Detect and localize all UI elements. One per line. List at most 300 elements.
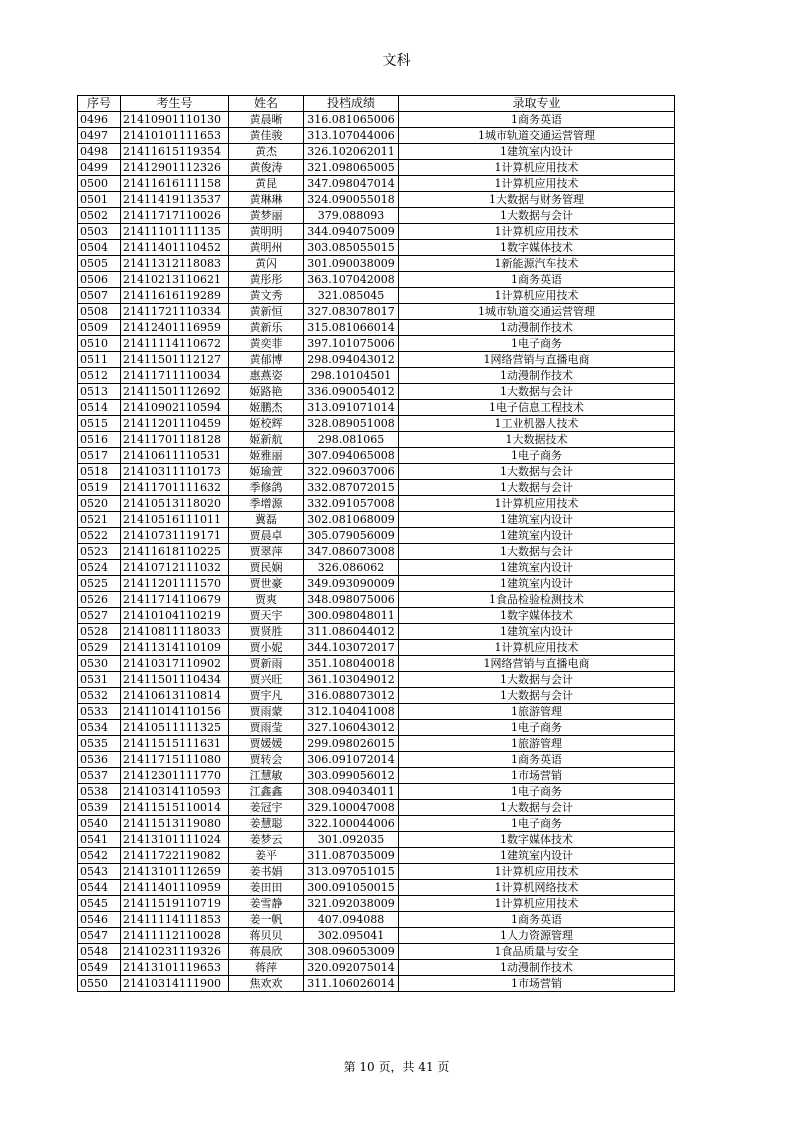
cell-exam-id: 21411401110959 [121, 880, 229, 896]
cell-exam-id: 21411515110014 [121, 800, 229, 816]
cell-name: 姬瑜萱 [229, 464, 304, 480]
table-row [78, 960, 675, 976]
cell-major: 1动漫制作技术 [399, 320, 675, 336]
cell-major: 1大数据技术 [399, 432, 675, 448]
cell-name: 黄郁博 [229, 352, 304, 368]
cell-name: 贾宇凡 [229, 688, 304, 704]
table-row [78, 256, 675, 272]
cell-seq: 0540 [78, 816, 121, 832]
cell-name: 黄新恒 [229, 304, 304, 320]
table-row [78, 640, 675, 656]
cell-score: 311.087035009 [304, 848, 399, 864]
table-row [78, 752, 675, 768]
cell-major: 1城市轨道交通运营管理 [399, 304, 675, 320]
cell-major: 1计算机应用技术 [399, 864, 675, 880]
cell-exam-id: 21412901112326 [121, 160, 229, 176]
cell-seq: 0533 [78, 704, 121, 720]
cell-major: 1建筑室内设计 [399, 624, 675, 640]
cell-major: 1新能源汽车技术 [399, 256, 675, 272]
cell-score: 336.090054012 [304, 384, 399, 400]
cell-major: 1工业机器人技术 [399, 416, 675, 432]
table-row [78, 352, 675, 368]
table-row [78, 400, 675, 416]
cell-seq: 0547 [78, 928, 121, 944]
cell-exam-id: 21413101112659 [121, 864, 229, 880]
cell-exam-id: 21411501112692 [121, 384, 229, 400]
cell-name: 姜梦云 [229, 832, 304, 848]
cell-exam-id: 21410611110531 [121, 448, 229, 464]
cell-exam-id: 21411112110028 [121, 928, 229, 944]
cell-major: 1计算机网络技术 [399, 880, 675, 896]
cell-major: 1商务英语 [399, 912, 675, 928]
cell-name: 贾兴旺 [229, 672, 304, 688]
cell-seq: 0534 [78, 720, 121, 736]
cell-major: 1建筑室内设计 [399, 560, 675, 576]
cell-score: 361.103049012 [304, 672, 399, 688]
cell-seq: 0538 [78, 784, 121, 800]
table-row [78, 672, 675, 688]
cell-seq: 0542 [78, 848, 121, 864]
cell-exam-id: 21411201111570 [121, 576, 229, 592]
cell-score: 327.106043012 [304, 720, 399, 736]
cell-name: 姜田田 [229, 880, 304, 896]
cell-major: 1计算机应用技术 [399, 176, 675, 192]
cell-score: 307.094065008 [304, 448, 399, 464]
page-title: 文科 [382, 53, 411, 69]
table-row [78, 384, 675, 400]
cell-seq: 0524 [78, 560, 121, 576]
cell-exam-id: 21412401116959 [121, 320, 229, 336]
table-row [78, 304, 675, 320]
table-row [78, 448, 675, 464]
cell-name: 黄奕菲 [229, 336, 304, 352]
cell-name: 姬路艳 [229, 384, 304, 400]
table-row [78, 816, 675, 832]
cell-score: 300.098048011 [304, 608, 399, 624]
cell-exam-id: 21410516111011 [121, 512, 229, 528]
table-row [78, 544, 675, 560]
cell-name: 姬雅丽 [229, 448, 304, 464]
cell-score: 407.094088 [304, 912, 399, 928]
cell-score: 313.097051015 [304, 864, 399, 880]
cell-exam-id: 21410513118020 [121, 496, 229, 512]
cell-score: 347.098047014 [304, 176, 399, 192]
cell-score: 298.094043012 [304, 352, 399, 368]
cell-major: 1计算机应用技术 [399, 160, 675, 176]
cell-major: 1大数据与会计 [399, 672, 675, 688]
cell-exam-id: 21411519110719 [121, 896, 229, 912]
table-row [78, 240, 675, 256]
cell-name: 贾世豪 [229, 576, 304, 592]
cell-score: 299.098026015 [304, 736, 399, 752]
cell-score: 326.086062 [304, 560, 399, 576]
cell-exam-id: 21411501112127 [121, 352, 229, 368]
cell-exam-id: 21411701118128 [121, 432, 229, 448]
cell-score: 308.094034011 [304, 784, 399, 800]
cell-major: 1计算机应用技术 [399, 496, 675, 512]
cell-name: 贾天宇 [229, 608, 304, 624]
cell-name: 贾雨莹 [229, 720, 304, 736]
cell-score: 324.090055018 [304, 192, 399, 208]
cell-seq: 0517 [78, 448, 121, 464]
cell-score: 349.093090009 [304, 576, 399, 592]
cell-seq: 0499 [78, 160, 121, 176]
cell-name: 黄俊涛 [229, 160, 304, 176]
cell-exam-id: 21410231119326 [121, 944, 229, 960]
table-row [78, 704, 675, 720]
cell-score: 303.085055015 [304, 240, 399, 256]
cell-name: 黄明明 [229, 224, 304, 240]
table-row [78, 144, 675, 160]
cell-seq: 0531 [78, 672, 121, 688]
cell-score: 348.098075006 [304, 592, 399, 608]
table-row [78, 176, 675, 192]
cell-exam-id: 21410901110130 [121, 112, 229, 128]
cell-seq: 0518 [78, 464, 121, 480]
table-row [78, 512, 675, 528]
cell-seq: 0496 [78, 112, 121, 128]
cell-score: 321.092038009 [304, 896, 399, 912]
cell-exam-id: 21411401110452 [121, 240, 229, 256]
cell-name: 冀磊 [229, 512, 304, 528]
cell-exam-id: 21411714110679 [121, 592, 229, 608]
cell-major: 1建筑室内设计 [399, 576, 675, 592]
cell-major: 1计算机应用技术 [399, 896, 675, 912]
cell-name: 贾晨卓 [229, 528, 304, 544]
page-footer: 第 10 页，共 41 页 [343, 1060, 450, 1074]
table-row [78, 272, 675, 288]
cell-exam-id: 21413101119653 [121, 960, 229, 976]
cell-major: 1大数据与会计 [399, 800, 675, 816]
cell-seq: 0544 [78, 880, 121, 896]
cell-seq: 0505 [78, 256, 121, 272]
cell-exam-id: 21411014110156 [121, 704, 229, 720]
table-row [78, 736, 675, 752]
cell-exam-id: 21410213110621 [121, 272, 229, 288]
cell-seq: 0527 [78, 608, 121, 624]
cell-exam-id: 21411501110434 [121, 672, 229, 688]
cell-major: 1大数据与会计 [399, 464, 675, 480]
cell-seq: 0510 [78, 336, 121, 352]
cell-seq: 0507 [78, 288, 121, 304]
cell-exam-id: 21411722119082 [121, 848, 229, 864]
cell-score: 300.091050015 [304, 880, 399, 896]
cell-name: 姜一帆 [229, 912, 304, 928]
cell-major: 1网络营销与直播电商 [399, 352, 675, 368]
cell-score: 316.081065006 [304, 112, 399, 128]
cell-name: 贾新雨 [229, 656, 304, 672]
cell-major: 1动漫制作技术 [399, 960, 675, 976]
cell-exam-id: 21411419113537 [121, 192, 229, 208]
cell-seq: 0506 [78, 272, 121, 288]
cell-seq: 0512 [78, 368, 121, 384]
table-row [78, 880, 675, 896]
cell-seq: 0548 [78, 944, 121, 960]
cell-score: 321.085045 [304, 288, 399, 304]
table-row [78, 432, 675, 448]
cell-score: 301.092035 [304, 832, 399, 848]
cell-name: 黄彤彤 [229, 272, 304, 288]
cell-seq: 0508 [78, 304, 121, 320]
cell-exam-id: 21410311110173 [121, 464, 229, 480]
cell-major: 1商务英语 [399, 112, 675, 128]
cell-major: 1食品检验检测技术 [399, 592, 675, 608]
cell-major: 1建筑室内设计 [399, 848, 675, 864]
cell-seq: 0525 [78, 576, 121, 592]
cell-name: 贾爽 [229, 592, 304, 608]
cell-name: 焦欢欢 [229, 976, 304, 992]
table-row [78, 912, 675, 928]
cell-exam-id: 21411721110334 [121, 304, 229, 320]
cell-major: 1计算机应用技术 [399, 288, 675, 304]
cell-seq: 0522 [78, 528, 121, 544]
cell-seq: 0520 [78, 496, 121, 512]
cell-seq: 0535 [78, 736, 121, 752]
table-row [78, 320, 675, 336]
cell-major: 1计算机应用技术 [399, 640, 675, 656]
cell-score: 313.091071014 [304, 400, 399, 416]
cell-exam-id: 21411114111853 [121, 912, 229, 928]
cell-major: 1食品质量与安全 [399, 944, 675, 960]
table-row [78, 976, 675, 992]
cell-score: 308.096053009 [304, 944, 399, 960]
cell-major: 1数字媒体技术 [399, 832, 675, 848]
cell-major: 1旅游管理 [399, 736, 675, 752]
cell-major: 1计算机应用技术 [399, 224, 675, 240]
cell-major: 1网络营销与直播电商 [399, 656, 675, 672]
table-row [78, 496, 675, 512]
cell-name: 黄明州 [229, 240, 304, 256]
cell-major: 1数字媒体技术 [399, 240, 675, 256]
cell-name: 贾转会 [229, 752, 304, 768]
cell-score: 322.096037006 [304, 464, 399, 480]
header-exam-id: 考生号 [121, 96, 229, 112]
cell-exam-id: 21411711110034 [121, 368, 229, 384]
cell-exam-id: 21411616111158 [121, 176, 229, 192]
table-row [78, 832, 675, 848]
cell-name: 姜冠宇 [229, 800, 304, 816]
table-row [78, 848, 675, 864]
cell-score: 326.102062011 [304, 144, 399, 160]
cell-seq: 0523 [78, 544, 121, 560]
cell-score: 316.088073012 [304, 688, 399, 704]
cell-seq: 0514 [78, 400, 121, 416]
cell-exam-id: 21411314110109 [121, 640, 229, 656]
cell-name: 姬新航 [229, 432, 304, 448]
cell-name: 惠燕姿 [229, 368, 304, 384]
cell-exam-id: 21410314110593 [121, 784, 229, 800]
cell-score: 301.090038009 [304, 256, 399, 272]
cell-score: 379.088093 [304, 208, 399, 224]
cell-seq: 0513 [78, 384, 121, 400]
cell-name: 江慧敏 [229, 768, 304, 784]
table-row [78, 720, 675, 736]
table-row [78, 656, 675, 672]
table-row [78, 288, 675, 304]
cell-exam-id: 21410317110902 [121, 656, 229, 672]
cell-name: 姜平 [229, 848, 304, 864]
cell-seq: 0500 [78, 176, 121, 192]
table-header-row [78, 96, 675, 112]
cell-score: 397.101075006 [304, 336, 399, 352]
cell-score: 311.086044012 [304, 624, 399, 640]
cell-seq: 0550 [78, 976, 121, 992]
cell-exam-id: 21411618110225 [121, 544, 229, 560]
table-row [78, 224, 675, 240]
cell-exam-id: 21411717110026 [121, 208, 229, 224]
cell-major: 1市场营销 [399, 768, 675, 784]
cell-major: 1大数据与会计 [399, 208, 675, 224]
cell-major: 1大数据与财务管理 [399, 192, 675, 208]
cell-name: 姜书娟 [229, 864, 304, 880]
cell-name: 季增源 [229, 496, 304, 512]
table-row [78, 864, 675, 880]
table-row [78, 192, 675, 208]
table-row [78, 560, 675, 576]
cell-seq: 0502 [78, 208, 121, 224]
cell-score: 332.091057008 [304, 496, 399, 512]
cell-exam-id: 21410902110594 [121, 400, 229, 416]
cell-name: 贾翠萍 [229, 544, 304, 560]
cell-score: 322.100044006 [304, 816, 399, 832]
cell-exam-id: 21411701111632 [121, 480, 229, 496]
cell-exam-id: 21411615119354 [121, 144, 229, 160]
cell-score: 321.098065005 [304, 160, 399, 176]
cell-name: 黄琳琳 [229, 192, 304, 208]
cell-seq: 0497 [78, 128, 121, 144]
cell-major: 1大数据与会计 [399, 480, 675, 496]
cell-exam-id: 21411715111080 [121, 752, 229, 768]
cell-seq: 0537 [78, 768, 121, 784]
cell-major: 1商务英语 [399, 752, 675, 768]
cell-name: 姬鹏杰 [229, 400, 304, 416]
cell-major: 1电子商务 [399, 720, 675, 736]
cell-name: 黄新乐 [229, 320, 304, 336]
cell-seq: 0546 [78, 912, 121, 928]
cell-major: 1城市轨道交通运营管理 [399, 128, 675, 144]
cell-seq: 0501 [78, 192, 121, 208]
table-row [78, 112, 675, 128]
header-name: 姓名 [229, 96, 304, 112]
table-row [78, 688, 675, 704]
header-score: 投档成绩 [304, 96, 399, 112]
cell-exam-id: 21410731119171 [121, 528, 229, 544]
cell-score: 311.106026014 [304, 976, 399, 992]
cell-name: 黄昆 [229, 176, 304, 192]
table-body [78, 112, 675, 992]
cell-score: 327.083078017 [304, 304, 399, 320]
cell-exam-id: 21411515111631 [121, 736, 229, 752]
cell-seq: 0529 [78, 640, 121, 656]
cell-score: 332.087072015 [304, 480, 399, 496]
cell-major: 1电子信息工程技术 [399, 400, 675, 416]
admission-table [77, 95, 675, 992]
cell-exam-id: 21410104110219 [121, 608, 229, 624]
cell-major: 1大数据与会计 [399, 688, 675, 704]
cell-score: 306.091072014 [304, 752, 399, 768]
cell-score: 313.107044006 [304, 128, 399, 144]
cell-seq: 0528 [78, 624, 121, 640]
cell-major: 1大数据与会计 [399, 544, 675, 560]
cell-score: 344.103072017 [304, 640, 399, 656]
cell-seq: 0511 [78, 352, 121, 368]
cell-score: 363.107042008 [304, 272, 399, 288]
cell-exam-id: 21411201110459 [121, 416, 229, 432]
table-row [78, 944, 675, 960]
cell-exam-id: 21410712111032 [121, 560, 229, 576]
cell-seq: 0549 [78, 960, 121, 976]
table-row [78, 800, 675, 816]
table-row [78, 784, 675, 800]
cell-score: 351.108040018 [304, 656, 399, 672]
cell-seq: 0519 [78, 480, 121, 496]
cell-name: 黄闪 [229, 256, 304, 272]
cell-seq: 0545 [78, 896, 121, 912]
cell-exam-id: 21410314111900 [121, 976, 229, 992]
table-row [78, 416, 675, 432]
cell-name: 姜雪静 [229, 896, 304, 912]
cell-score: 302.081068009 [304, 512, 399, 528]
cell-major: 1电子商务 [399, 336, 675, 352]
cell-seq: 0509 [78, 320, 121, 336]
cell-major: 1电子商务 [399, 784, 675, 800]
table-row [78, 128, 675, 144]
cell-score: 303.099056012 [304, 768, 399, 784]
cell-score: 329.100047008 [304, 800, 399, 816]
cell-name: 黄晨晰 [229, 112, 304, 128]
cell-name: 江鑫鑫 [229, 784, 304, 800]
cell-seq: 0516 [78, 432, 121, 448]
cell-name: 贾贤胜 [229, 624, 304, 640]
cell-score: 298.10104501 [304, 368, 399, 384]
cell-seq: 0504 [78, 240, 121, 256]
cell-score: 344.094075009 [304, 224, 399, 240]
cell-exam-id: 21410101111653 [121, 128, 229, 144]
cell-exam-id: 21410613110814 [121, 688, 229, 704]
cell-major: 1市场营销 [399, 976, 675, 992]
cell-exam-id: 21411312118083 [121, 256, 229, 272]
cell-name: 黄杰 [229, 144, 304, 160]
cell-seq: 0539 [78, 800, 121, 816]
table-row [78, 208, 675, 224]
cell-seq: 0515 [78, 416, 121, 432]
cell-seq: 0530 [78, 656, 121, 672]
table-row [78, 576, 675, 592]
cell-name: 黄梦丽 [229, 208, 304, 224]
cell-major: 1电子商务 [399, 448, 675, 464]
cell-major: 1大数据与会计 [399, 384, 675, 400]
cell-name: 蒋晨欣 [229, 944, 304, 960]
table-row [78, 592, 675, 608]
table-row [78, 608, 675, 624]
cell-major: 1动漫制作技术 [399, 368, 675, 384]
table-row [78, 624, 675, 640]
cell-major: 1旅游管理 [399, 704, 675, 720]
cell-seq: 0532 [78, 688, 121, 704]
header-seq: 序号 [78, 96, 121, 112]
cell-name: 黄文秀 [229, 288, 304, 304]
cell-exam-id: 21412301111770 [121, 768, 229, 784]
cell-seq: 0541 [78, 832, 121, 848]
cell-score: 328.089051008 [304, 416, 399, 432]
table-row [78, 336, 675, 352]
cell-seq: 0521 [78, 512, 121, 528]
cell-major: 1数字媒体技术 [399, 608, 675, 624]
cell-name: 贾媛媛 [229, 736, 304, 752]
cell-score: 315.081066014 [304, 320, 399, 336]
cell-name: 季修鸽 [229, 480, 304, 496]
cell-exam-id: 21410811118033 [121, 624, 229, 640]
